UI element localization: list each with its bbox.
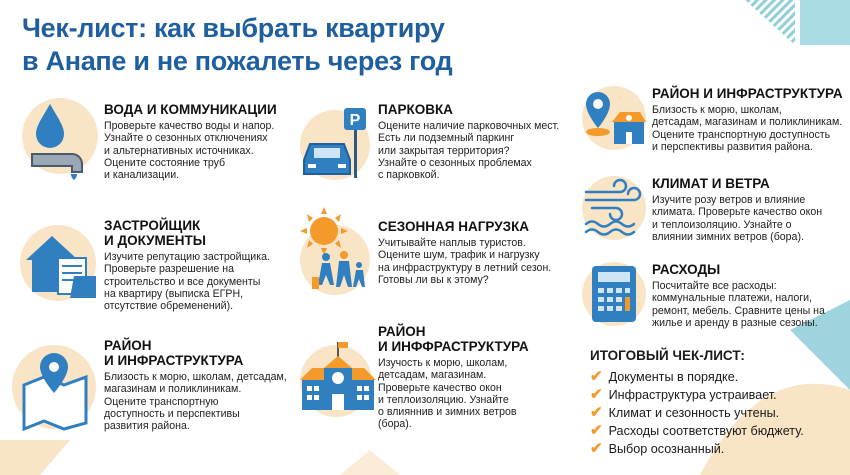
title-line-1: Чек-лист: как выбрать квартиру bbox=[22, 13, 445, 43]
section-text: Оцените наличие парковочных мест. Есть ли подземный паркинг или закрытая территория? Узнайте о сезонных проблемах с парковкой. bbox=[378, 120, 560, 182]
section-climate bbox=[652, 176, 822, 243]
checkmark-icon: ✔ bbox=[590, 422, 603, 439]
section-text: Близость к морю, школам, детсадам, магазинам и поликлиникам. Оцените транспортную доступность и перспективы развития района. bbox=[104, 371, 287, 433]
checklist-item bbox=[590, 440, 804, 458]
section-heading: СЕЗОННАЯ НАГРУЗКА bbox=[378, 219, 530, 234]
checklist-item bbox=[590, 404, 804, 422]
section-heading: КЛИМАТ И ВЕТРА bbox=[652, 176, 770, 191]
section-text: Изучость к морю, школам, детсадам, магазинам. Проверьте качество окон и теплоизоляцию. Узнайте о влияннив и зимних ветров (бора). bbox=[378, 357, 517, 431]
checklist-item bbox=[590, 368, 804, 386]
section-heading: РАЙОН И ИНФРАСТРУКТУРА bbox=[652, 86, 843, 101]
section-text: Учитывайте наплыв туристов. Оцените шум, трафик и нагрузку на инфраструктуру в летний сезон. Готовы ли вы к этому? bbox=[378, 237, 552, 286]
parking-sign-letter: P bbox=[349, 112, 361, 129]
checklist-item bbox=[590, 386, 804, 404]
checkmark-icon: ✔ bbox=[590, 404, 603, 421]
section-heading: РАЙОН И ИНФРАСТРУКТУРА bbox=[104, 338, 244, 368]
section-heading: ВОДА И КОММУНИКАЦИИ bbox=[104, 102, 277, 117]
section-developer bbox=[104, 218, 270, 312]
section-text: Посчитайте все расходы: коммунальные платежи, налоги, ремонт, мебель. Сравните цены на жилье и аренду в разные сезоны. bbox=[652, 280, 825, 329]
checklist-item-text: Документы в порядке. bbox=[608, 370, 739, 384]
checklist-item-text: Инфраструктура устраивает. bbox=[608, 388, 777, 402]
section-heading: РАСХОДЫ bbox=[652, 262, 721, 277]
checklist-item-text: Расходы соответствуют бюджету. bbox=[608, 424, 804, 438]
checkmark-icon: ✔ bbox=[590, 368, 603, 385]
section-heading: ПАРКОВКА bbox=[378, 102, 453, 117]
checkmark-icon: ✔ bbox=[590, 386, 603, 403]
checklist-item bbox=[590, 422, 804, 440]
final-checklist bbox=[590, 348, 804, 458]
title-line-2: в Анапе и не пожалеть через год bbox=[22, 46, 453, 76]
section-parking bbox=[378, 102, 559, 181]
checklist-item-text: Климат и сезонность учтены. bbox=[608, 406, 780, 420]
house-documents-icon bbox=[22, 230, 102, 300]
location-building-icon bbox=[582, 88, 648, 148]
section-text: Проверьте качество воды и напор. Узнайте о сезонных отключениях и альтернативных источниках. Оцените состояние труб и канализации. bbox=[104, 120, 275, 182]
school-building-icon bbox=[298, 340, 378, 414]
page-title bbox=[22, 12, 452, 78]
section-district-3 bbox=[652, 86, 843, 153]
section-water bbox=[104, 102, 277, 181]
wind-waves-icon bbox=[582, 178, 648, 238]
section-expenses bbox=[652, 262, 825, 329]
final-checklist-heading: ИТОГОВЫЙ ЧЕК-ЛИСТ: bbox=[590, 348, 745, 363]
sun-tourists-icon bbox=[296, 205, 376, 301]
map-pin-icon bbox=[14, 345, 100, 431]
water-drop-pipe-icon bbox=[22, 96, 102, 180]
section-heading: РАЙОН И ИНФФРАСТРУКТУРА bbox=[378, 324, 529, 354]
calculator-icon bbox=[590, 264, 640, 326]
section-district bbox=[104, 338, 287, 432]
car-parking-icon bbox=[298, 104, 378, 184]
section-heading: ЗАСТРОЙЩИК И ДОКУМЕНТЫ bbox=[104, 218, 207, 248]
section-text: Изучите репутацию застройщика. Проверьте разрешение на строительство и все документы на квартиру (выписка ЕГРН, отсутствие обременений). bbox=[104, 251, 270, 313]
checkmark-icon: ✔ bbox=[590, 440, 603, 457]
section-text: Близость к морю, школам, детсадам, магазинам и поликлиникам. Оцените транспортную доступность и перспективы развития района. bbox=[652, 104, 843, 153]
section-seasonal-load bbox=[378, 219, 551, 286]
section-district-2 bbox=[378, 324, 529, 431]
checklist-item-text: Выбор осознанный. bbox=[608, 442, 725, 456]
section-text: Изучите розу ветров и влияние климата. Проверьте качество окон и теплоизоляцию. Узнайте о влиянии зимних ветров (бора). bbox=[652, 194, 823, 243]
